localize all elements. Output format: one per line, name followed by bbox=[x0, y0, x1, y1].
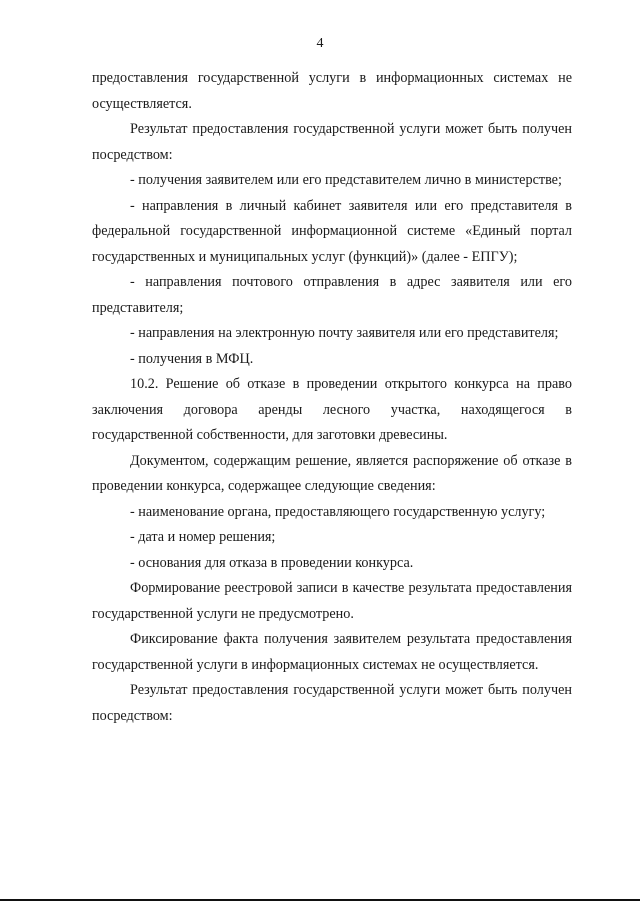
paragraph: предоставления государственной услуги в информационных системах не осуществляется. bbox=[92, 70, 572, 112]
list-item: - основания для отказа в проведении конкурса. bbox=[130, 554, 414, 571]
paragraph: Документом, содержащим решение, является распоряжение об отказе в проведении конкурса, содержащее следующие сведения: bbox=[92, 452, 572, 494]
page-bottom-rule bbox=[0, 899, 640, 901]
list-item: - направления в личный кабинет заявителя или его представителя в федеральной государственной информационной системе «Единый портал государственных и муниципальных услуг (функций)» (далее - ЕПГУ); bbox=[92, 197, 572, 265]
paragraph: Результат предоставления государственной услуги может быть получен посредством: bbox=[92, 121, 572, 163]
page-number: 4 bbox=[316, 36, 324, 51]
paragraph: Результат предоставления государственной услуги может быть получен посредством: bbox=[92, 682, 572, 724]
list-item: - направления почтового отправления в адрес заявителя или его представителя; bbox=[92, 274, 572, 316]
section-paragraph: 10.2. Решение об отказе в проведении открытого конкурса на право заключения договора аренды лесного участка, находящегося в государственной собственности, для заготовки древесины. bbox=[92, 376, 572, 443]
list-item: - получения заявителем или его представителем лично в министерстве; bbox=[130, 172, 562, 188]
list-item: - направления на электронную почту заявителя или его представителя; bbox=[130, 325, 559, 341]
document-body bbox=[92, 66, 572, 729]
paragraph: Фиксирование факта получения заявителем результата предоставления государственной услуги в информационных системах не осуществляется. bbox=[92, 631, 572, 673]
list-item: - получения в МФЦ. bbox=[130, 350, 254, 367]
list-item: - дата и номер решения; bbox=[130, 529, 276, 545]
paragraph: Формирование реестровой записи в качестве результата предоставления государственной услуги не предусмотрено. bbox=[92, 580, 572, 622]
list-item: - наименование органа, предоставляющего государственную услугу; bbox=[130, 503, 546, 520]
